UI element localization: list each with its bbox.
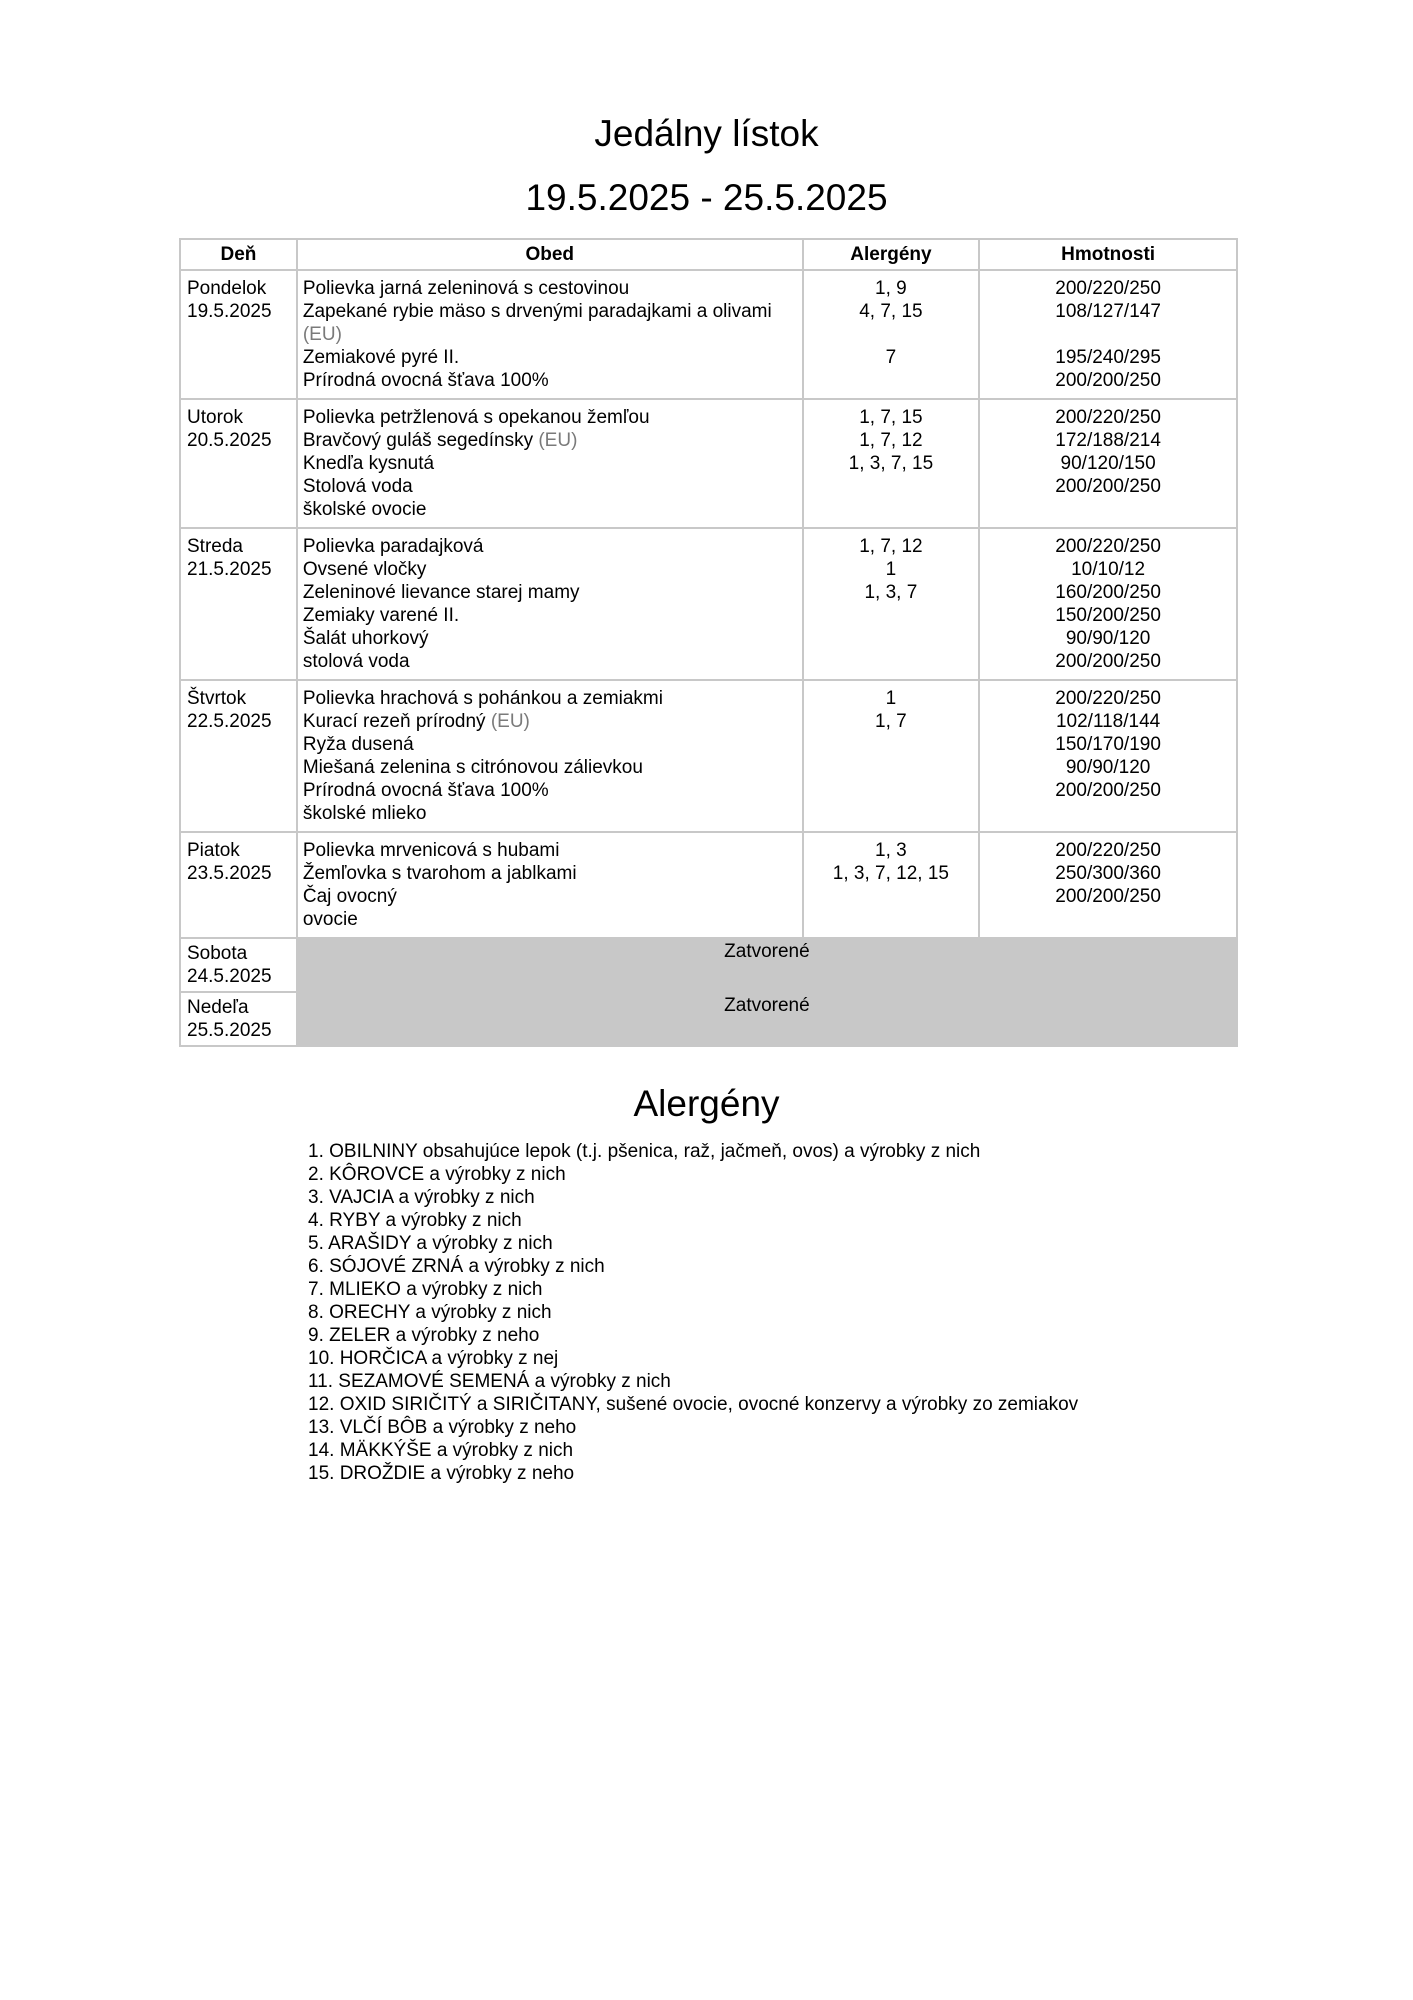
- dish-line: [303, 475, 796, 498]
- dish-name: stolová voda: [302, 651, 410, 672]
- dish-weights: 150/200/250: [1055, 605, 1161, 626]
- weights-cell: [979, 832, 1237, 938]
- dish-line: [303, 604, 796, 627]
- dish-weights: 10/10/12: [1071, 559, 1146, 580]
- dishes-cell: [297, 399, 803, 528]
- dish-name: Polievka paradajková: [302, 536, 484, 557]
- eu-label: (EU): [538, 430, 578, 451]
- table-header-row: [180, 239, 1237, 270]
- menu-row: [180, 270, 1237, 399]
- dishes-cell: [297, 528, 803, 680]
- dish-name: Polievka mrvenicová s hubami: [302, 840, 560, 861]
- dish-line: [303, 862, 796, 885]
- date-range: 19.5.2025 - 25.5.2025: [525, 177, 888, 218]
- dish-line: [303, 756, 796, 779]
- dish-name: Polievka petržlenová s opekanou žemľou: [302, 407, 650, 428]
- closed-cell: Zatvorené: [297, 938, 1237, 992]
- dish-weights: 172/188/214: [1055, 430, 1161, 451]
- closed-cell: Zatvorené: [297, 992, 1237, 1046]
- dish-allergens: 1: [885, 688, 897, 709]
- day-cell: [180, 399, 297, 528]
- dishes-cell: [297, 270, 803, 399]
- dish-line: [303, 687, 796, 710]
- dish-weights: 200/220/250: [1055, 840, 1161, 861]
- allergen-item: 1. OBILNINY obsahujúce lepok (t.j. pšenica, raž, jačmeň, ovos) a výrobky z nich: [308, 1141, 981, 1162]
- dish-name: Prírodná ovocná šťava 100%: [302, 370, 549, 391]
- dish-weights: 102/118/144: [1055, 711, 1161, 732]
- dish-name: Kurací rezeň prírodný: [302, 711, 486, 732]
- allergen-item: 2. KÔROVCE a výrobky z nich: [308, 1164, 566, 1185]
- allergen-item: 11. SEZAMOVÉ SEMENÁ a výrobky z nich: [308, 1371, 671, 1392]
- dish-weights: 200/220/250: [1055, 688, 1161, 709]
- dish-weights: 200/200/250: [1055, 370, 1161, 391]
- dish-allergens: 4, 7, 15: [859, 301, 923, 322]
- dish-line: [303, 908, 796, 931]
- allergens-cell: [803, 832, 980, 938]
- dish-weights: 200/220/250: [1055, 536, 1161, 557]
- dish-allergens: [808, 756, 975, 779]
- dish-line: [303, 346, 796, 369]
- day-date: 24.5.2025: [187, 966, 272, 987]
- dish-name: školské ovocie: [302, 499, 427, 520]
- header-alergeny: Alergény: [803, 239, 980, 270]
- dish-allergens: 1, 9: [875, 278, 907, 299]
- day-cell: [180, 680, 297, 832]
- dish-name: Čaj ovocný: [302, 886, 397, 907]
- dish-weights: 200/200/250: [1055, 651, 1161, 672]
- dish-allergens: 1: [885, 559, 897, 580]
- eu-label: (EU): [302, 324, 342, 345]
- allergen-item: 8. ORECHY a výrobky z nich: [308, 1302, 552, 1323]
- allergen-item: 10. HORČICA a výrobky z nej: [308, 1348, 559, 1369]
- menu-table: [179, 238, 1238, 1047]
- dish-allergens: 7: [885, 347, 897, 368]
- allergen-item: 3. VAJCIA a výrobky z nich: [308, 1187, 535, 1208]
- dish-name: Stolová voda: [302, 476, 413, 497]
- dish-allergens: 1, 3, 7, 12, 15: [832, 863, 949, 884]
- allergens-cell: [803, 680, 980, 832]
- allergen-item: 5. ARAŠIDY a výrobky z nich: [308, 1233, 553, 1254]
- dish-allergens: 1, 3, 7, 15: [848, 453, 934, 474]
- allergen-item: 6. SÓJOVÉ ZRNÁ a výrobky z nich: [308, 1256, 605, 1277]
- dish-line: [303, 733, 796, 756]
- dish-allergens: [808, 475, 975, 498]
- dish-name: Knedľa kysnutá: [302, 453, 435, 474]
- dish-name: Žemľovka s tvarohom a jablkami: [302, 863, 577, 884]
- closed-row: [180, 992, 1237, 1046]
- dish-name: Zapekané rybie mäso s drvenými paradajkami a olivami: [302, 301, 772, 322]
- dish-line: [303, 498, 796, 521]
- dish-allergens: 1, 7, 12: [859, 536, 923, 557]
- dish-weights: 200/220/250: [1055, 278, 1161, 299]
- dish-weights: 160/200/250: [1055, 582, 1161, 603]
- day-date: 19.5.2025: [187, 301, 272, 322]
- weights-cell: [979, 528, 1237, 680]
- dish-line: [303, 839, 796, 862]
- dish-line: [303, 452, 796, 475]
- menu-row: [180, 680, 1237, 832]
- day-name: Sobota: [187, 943, 248, 964]
- dish-name: Polievka hrachová s pohánkou a zemiakmi: [302, 688, 663, 709]
- day-date: 23.5.2025: [187, 863, 272, 884]
- page-title: Jedálny lístok: [594, 113, 819, 154]
- day-cell: [180, 270, 297, 399]
- dish-name: Miešaná zelenina s citrónovou zálievkou: [302, 757, 643, 778]
- dish-allergens: [808, 779, 975, 802]
- dish-line: [303, 369, 796, 392]
- dish-allergens: [808, 627, 975, 650]
- dish-allergens: 1, 7, 12: [859, 430, 923, 451]
- dish-allergens: 1, 3, 7: [864, 582, 918, 603]
- dish-name: Zemiakové pyré II.: [302, 347, 460, 368]
- dish-name: ovocie: [302, 909, 358, 930]
- dish-allergens: 1, 3: [875, 840, 907, 861]
- allergens-cell: [803, 528, 980, 680]
- allergen-item: 7. MLIEKO a výrobky z nich: [308, 1279, 543, 1300]
- menu-row: [180, 528, 1237, 680]
- allergen-item: 9. ZELER a výrobky z neho: [308, 1325, 540, 1346]
- day-date: 25.5.2025: [187, 1020, 272, 1041]
- day-name: Pondelok: [187, 278, 267, 299]
- day-date: 20.5.2025: [187, 430, 272, 451]
- dish-weights: 200/200/250: [1055, 476, 1161, 497]
- dish-weights: 200/200/250: [1055, 780, 1161, 801]
- header-day: Deň: [180, 239, 297, 270]
- dish-allergens: [808, 733, 975, 756]
- weights-cell: [979, 270, 1237, 399]
- dish-weights: 250/300/360: [1055, 863, 1161, 884]
- dish-name: školské mlieko: [302, 803, 427, 824]
- day-cell: [180, 528, 297, 680]
- dish-allergens: [808, 802, 975, 825]
- dish-line: [303, 779, 796, 802]
- day-name: Nedeľa: [187, 997, 249, 1018]
- dish-weights: [984, 908, 1232, 931]
- dish-name: Zemiaky varené II.: [302, 605, 460, 626]
- header-hmotnosti: Hmotnosti: [979, 239, 1237, 270]
- dish-weights: 90/120/150: [1060, 453, 1156, 474]
- allergens-cell: [803, 270, 980, 399]
- dish-weights: 200/220/250: [1055, 407, 1161, 428]
- dish-allergens: [808, 885, 975, 908]
- allergen-item: 15. DROŽDIE a výrobky z neho: [308, 1463, 575, 1484]
- day-name: Streda: [187, 536, 243, 557]
- dish-allergens: [808, 369, 975, 392]
- dish-weights: 200/200/250: [1055, 886, 1161, 907]
- dishes-cell: [297, 832, 803, 938]
- closed-row: [180, 938, 1237, 992]
- dish-line: [303, 535, 796, 558]
- day-date: 21.5.2025: [187, 559, 272, 580]
- dish-weights: 195/240/295: [1055, 347, 1161, 368]
- dish-name: Ryža dusená: [302, 734, 414, 755]
- dish-allergens: [808, 908, 975, 931]
- dish-line: [303, 885, 796, 908]
- day-cell: [180, 832, 297, 938]
- dish-name: Polievka jarná zeleninová s cestovinou: [302, 278, 630, 299]
- dish-allergens: [808, 604, 975, 627]
- eu-label: (EU): [490, 711, 530, 732]
- day-name: Utorok: [187, 407, 243, 428]
- day-cell: [180, 938, 297, 992]
- weights-cell: [979, 399, 1237, 528]
- dishes-cell: [297, 680, 803, 832]
- dish-weights: [984, 498, 1232, 521]
- dish-weights: [984, 802, 1232, 825]
- menu-body: [180, 270, 1237, 1046]
- allergen-item: 14. MÄKKÝŠE a výrobky z nich: [308, 1440, 574, 1461]
- dish-line: [303, 650, 796, 673]
- dish-line: [303, 802, 796, 825]
- dish-line: [303, 581, 796, 604]
- allergen-item: 12. OXID SIRIČITÝ a SIRIČITANY, sušené ovocie, ovocné konzervy a výrobky zo zemiakov: [308, 1394, 1079, 1415]
- dish-name: Bravčový guláš segedínsky: [302, 430, 534, 451]
- dish-name: Ovsené vločky: [302, 559, 427, 580]
- dish-name: Šalát uhorkový: [302, 628, 429, 649]
- day-name: Štvrtok: [187, 688, 247, 709]
- dish-weights: 150/170/190: [1055, 734, 1161, 755]
- dish-line: [303, 406, 796, 429]
- dish-name: Prírodná ovocná šťava 100%: [302, 780, 549, 801]
- dish-weights: 90/90/120: [1065, 628, 1151, 649]
- allergens-title: Alergény: [633, 1083, 780, 1124]
- dish-line: [303, 627, 796, 650]
- allergen-item: 13. VLČÍ BÔB a výrobky z neho: [308, 1417, 577, 1438]
- dish-line: [303, 710, 796, 733]
- allergen-item: 4. RYBY a výrobky z nich: [308, 1210, 522, 1231]
- dish-weights: 90/90/120: [1065, 757, 1151, 778]
- dish-allergens: 1, 7, 15: [859, 407, 923, 428]
- dish-allergens: 1, 7: [875, 711, 907, 732]
- allergen-list: [308, 1140, 1078, 1485]
- allergens-cell: [803, 399, 980, 528]
- day-name: Piatok: [187, 840, 240, 861]
- menu-row: [180, 832, 1237, 938]
- dish-line: [303, 429, 796, 452]
- dish-line: [303, 558, 796, 581]
- dish-line: [303, 277, 796, 300]
- day-cell: [180, 992, 297, 1046]
- header-obed: Obed: [297, 239, 803, 270]
- dish-weights: 108/127/147: [1055, 301, 1161, 322]
- dish-allergens: [808, 498, 975, 521]
- dish-line: [303, 300, 796, 346]
- weights-cell: [979, 680, 1237, 832]
- dish-name: Zeleninové lievance starej mamy: [302, 582, 580, 603]
- day-date: 22.5.2025: [187, 711, 272, 732]
- menu-row: [180, 399, 1237, 528]
- dish-allergens: [808, 650, 975, 673]
